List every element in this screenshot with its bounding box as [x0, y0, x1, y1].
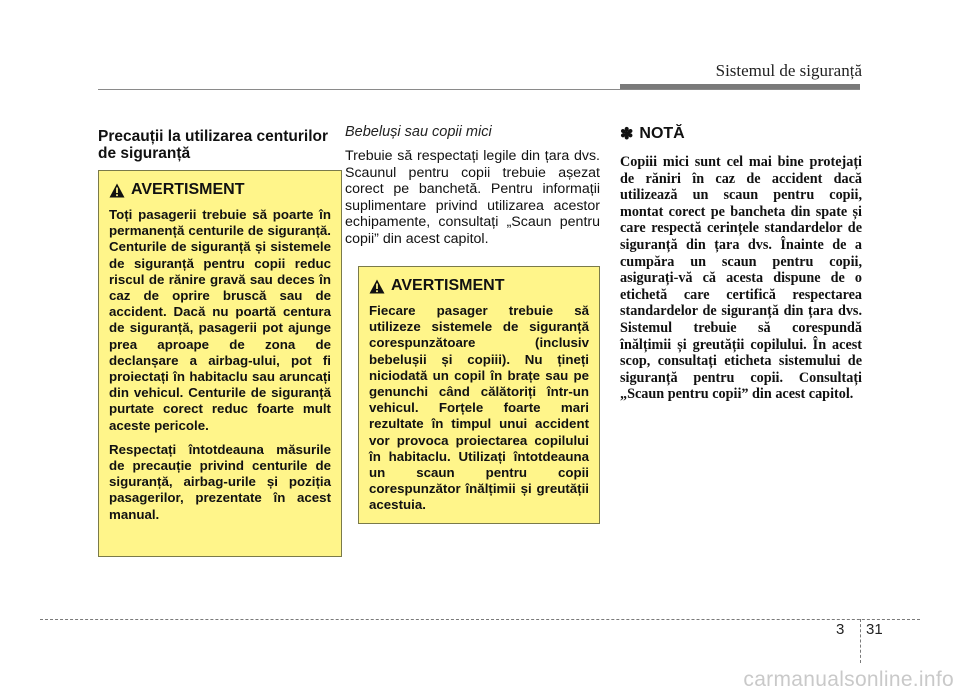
subheading: Bebeluși sau copii mici	[345, 124, 492, 140]
warning-paragraph-1: Toți pasagerii trebuie să poarte în permanență centurile de siguranță. Centurile de siguranță și sistemele de siguranță pentru copii reduc riscul de rănire gravă sau deces în caz de oprire bruscă sau de accident. Dacă nu poartă centura de siguranță, pasagerii pot ajunge prea aproape de zona de declanșare a airbag-ului, pot fi proiectați în habitaclu sau aruncați din vehicul. Centurile de siguranță purtate corect reduc foarte mult aceste pericole.	[109, 207, 331, 433]
body-paragraph: Trebuie să respectați legile din țara dvs. Scaunul pentru copii trebuie așezat corect pe banchetă. Pentru informații suplimentare privind utilizarea acestor echipamente, consultați „Scaun pentru copii” din acest capitol.	[345, 148, 600, 247]
warning-title-row	[109, 181, 331, 199]
warning-box-children	[358, 266, 600, 524]
warning-title-row	[369, 277, 589, 295]
star-note-icon: ✽	[620, 126, 634, 143]
warning-paragraph-2: Respectați întotdeauna măsurile de precauție privind centurile de siguranță, airbag-urile și poziția pasagerilor, prezentate în acest manual.	[109, 441, 331, 522]
chapter-number: 3	[836, 621, 845, 638]
footer-rule	[40, 619, 920, 620]
warning-triangle-icon	[369, 279, 385, 294]
warning-box-seatbelts	[98, 170, 342, 557]
page-number: 31	[866, 621, 883, 638]
right-column	[620, 124, 862, 403]
note-title-row	[620, 124, 862, 144]
header-rule	[98, 89, 860, 90]
warning-triangle-icon	[109, 183, 125, 198]
section-heading: Precauții la utilizarea centurilor de siguranță	[98, 128, 328, 162]
left-column	[98, 128, 342, 162]
watermark: carmanualsonline.info	[743, 668, 954, 691]
footer-divider	[860, 619, 861, 663]
middle-column	[345, 124, 600, 248]
note-title: NOTĂ	[639, 125, 685, 142]
note-paragraph: Copiii mici sunt cel mai bine protejați de răniri în caz de accident dacă utilizează un scaun pentru copii, montat corect pe bancheta din spate și care respectă cerințele standardelor de siguranță din țara dvs. Înainte de a cumpăra un scaun pentru copii, asigurați-vă că acesta dispune de o etichetă care certifică respectarea standardelor de siguranță din țara dvs. Sistemul trebuie să corespundă înălțimii și greutății copilului. În acest scop, consultați eticheta sistemului de siguranță pentru copii. Consultați „Scaun pentru copii” din acest capitol.	[620, 154, 862, 403]
warning-title: AVERTISMENT	[391, 277, 505, 294]
section-title: Sistemul de siguranță	[715, 61, 862, 80]
warning-paragraph: Fiecare pasager trebuie să utilizeze sistemele de siguranță corespunzătoare (inclusiv bebelușii și copiii). Nu țineți niciodată un copil în brațe sau pe genunchi când călătoriți într-un vehicul. Forțele foarte mari rezultate în timpul unui accident vor provoca proiectarea copilului în habitaclu. Utilizați întotdeauna un scaun pentru copii corespunzător înălțimii și greutății acestuia.	[369, 303, 589, 513]
warning-title: AVERTISMENT	[131, 181, 245, 198]
